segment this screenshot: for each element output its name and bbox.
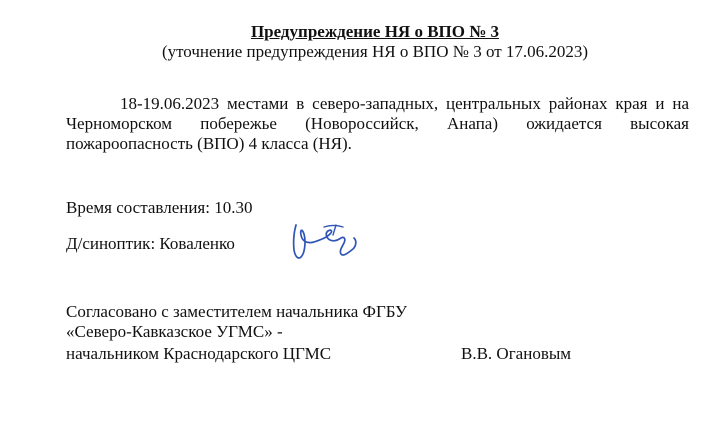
warning-body-text: 18-19.06.2023 местами в северо-западных, центральных районах края и на Черноморском побережье (Новороссийск, Анапа) ожидается высокая пожароопасность (ВПО) 4 класса (НЯ). xyxy=(66,94,689,153)
approval-line-2: «Северо-Кавказское УГМС» - xyxy=(66,322,283,341)
document-title: Предупреждение НЯ о ВПО № 3 xyxy=(250,22,500,41)
approval-line-3: начальником Краснодарского ЦГМС xyxy=(66,344,332,363)
approver-name: В.В. Огановым xyxy=(461,344,572,363)
approval-line-1: Согласовано с заместителем начальника ФГБУ xyxy=(66,302,407,321)
time-of-compilation: Время составления: 10.30 xyxy=(66,198,253,217)
synoptic-line: Д/синоптик: Коваленко xyxy=(66,234,235,253)
document-subtitle: (уточнение предупреждения НЯ о ВПО № 3 от 17.06.2023) xyxy=(161,42,589,61)
handwritten-signature xyxy=(286,220,360,264)
